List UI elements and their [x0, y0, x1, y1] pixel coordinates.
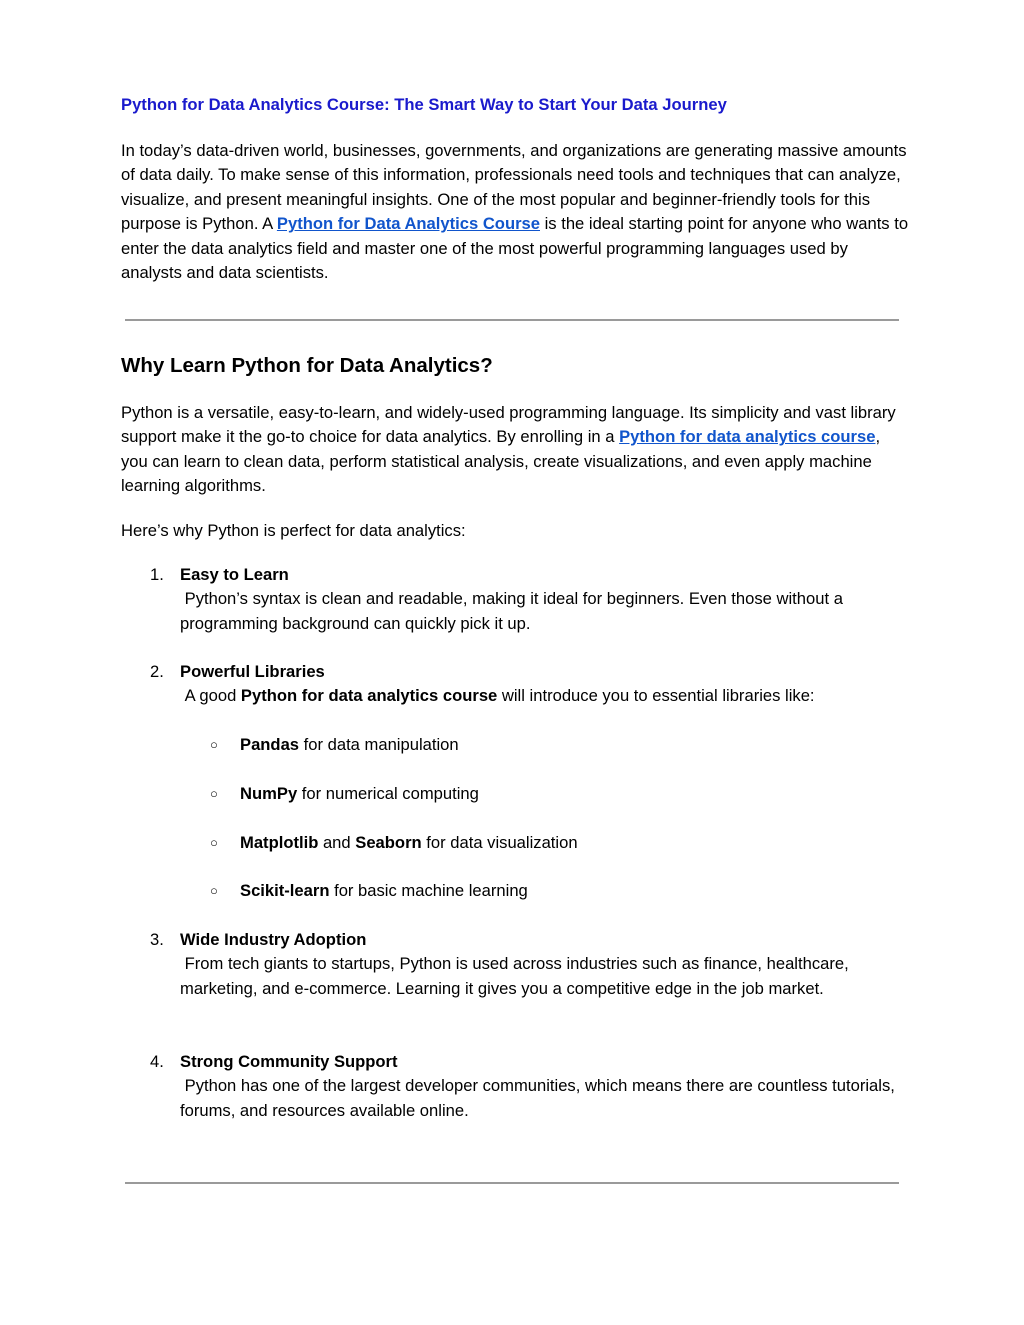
hollow-bullet-icon: ○: [210, 835, 218, 850]
list-number: 3.: [150, 930, 164, 949]
list-item-heading: Easy to Learn: [180, 565, 289, 584]
list-number: 1.: [150, 565, 164, 584]
section-text-end: , you can learn to clean data, perform statistical analysis, create visualizations, and even apply machine learning algorithms.: [121, 427, 881, 496]
list-item-body: [180, 684, 910, 708]
hollow-bullet-icon: ○: [210, 786, 218, 801]
list-item-heading: Wide Industry Adoption: [180, 930, 367, 949]
hollow-bullet-icon: ○: [210, 737, 218, 752]
library-name: NumPy: [240, 784, 298, 803]
list-number: 2.: [150, 662, 164, 681]
library-name: Seaborn: [355, 833, 422, 852]
horizontal-divider: [125, 319, 899, 321]
library-connector: and: [318, 833, 356, 852]
intro-text-end: is the ideal starting point for anyone who wants to enter the data analytics field and master one of the most powerful programming languages used by analysts and data scientists.: [121, 214, 909, 283]
intro-paragraph: [121, 139, 911, 285]
section-text-start: Python is a versatile, easy-to-learn, and widely-used programming language. Its simplicity and vast library support make it the go-to choice for data analytics. By enrolling in a: [121, 403, 896, 447]
list-item-heading: Strong Community Support: [180, 1052, 398, 1071]
library-description: for basic machine learning: [329, 881, 528, 900]
library-name: Matplotlib: [240, 833, 319, 852]
list-item-body: Python’s syntax is clean and readable, making it ideal for beginners. Even those without a programming background can quickly pick it up.: [180, 589, 848, 633]
hollow-bullet-icon: ○: [210, 883, 218, 898]
course-link[interactable]: Python for Data Analytics Course: [276, 214, 540, 234]
body-text: will introduce you to essential libraries like:: [497, 686, 815, 706]
list-number: 4.: [150, 1052, 164, 1071]
horizontal-divider: [125, 1182, 899, 1184]
intro-text-start: In today’s data-driven world, businesses, governments, and organizations are generating massive amounts of data daily. To make sense of this information, professionals need tools and techniques that can analyze, visualize, and present meaningful insights. One of the most popular and beginner-friendly tools for this purpose is Python. A: [121, 141, 907, 234]
reasons-intro: Here’s why Python is perfect for data analytics:: [121, 521, 466, 540]
body-text: A good: [180, 686, 241, 706]
section-heading: Why Learn Python for Data Analytics?: [121, 354, 493, 377]
section-paragraph: [121, 401, 911, 499]
library-description: for numerical computing: [297, 784, 479, 803]
library-name: Scikit-learn: [240, 881, 330, 900]
library-description: for data visualization: [421, 833, 578, 852]
body-bold-text: Python for data analytics course: [240, 686, 498, 706]
course-link-2[interactable]: Python for data analytics course: [619, 427, 876, 447]
list-item-heading: Powerful Libraries: [180, 662, 325, 681]
document-title: Python for Data Analytics Course: The Smart Way to Start Your Data Journey: [121, 95, 727, 114]
library-description: for data manipulation: [299, 735, 459, 754]
list-item-body: From tech giants to startups, Python is used across industries such as finance, healthcare, marketing, and e-commerce. Learning it gives you a competitive edge in the job market.: [180, 954, 854, 998]
list-item-body: Python has one of the largest developer communities, which means there are countless tutorials, forums, and resources available online.: [180, 1076, 900, 1120]
library-name: Pandas: [240, 735, 300, 754]
